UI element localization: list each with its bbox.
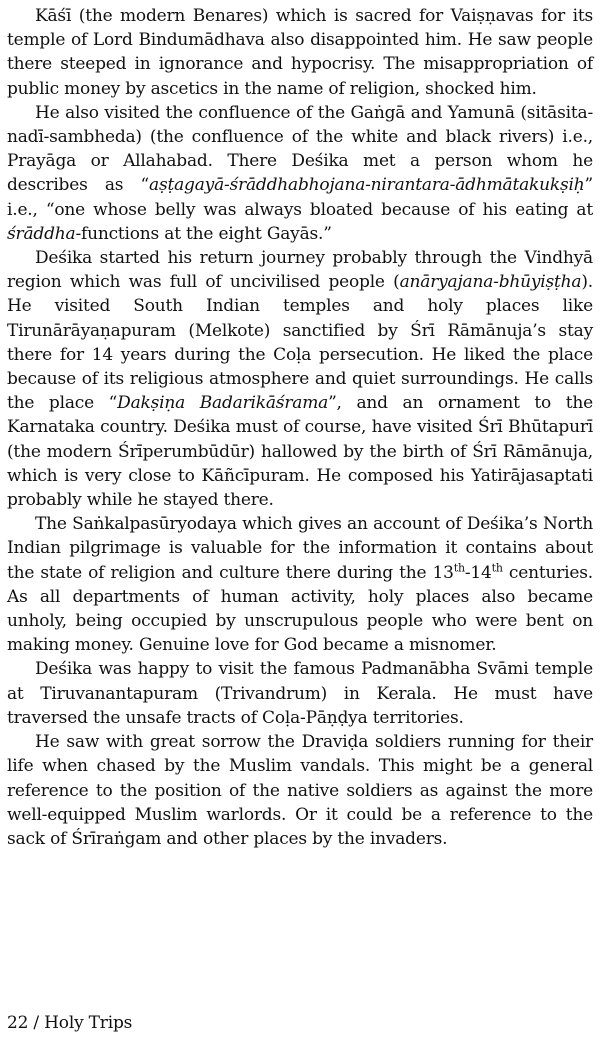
text-run: ”, and an ornament to the Karnataka country. Deśika must of course, have visited Śrī Bhūtapurī (the modern Śrīperumbūdūr) hallowed by the birth of Śrī Rāmānuja, which is very close to Kāñcīpuram. He composed his Yatirājasaptati probably while he stayed there. bbox=[7, 393, 593, 511]
text-run: He saw with great sorrow the Draviḍa soldiers running for their life when chased by the Muslim vandals. This might be a general reference to the position of the native soldiers as against the more well-equipped Muslim warlords. Or it could be a reference to the sack of Śrīraṅgam and other places by the invaders. bbox=[7, 732, 593, 849]
text-run: Deśika started his return journey probably through the Vindhyā region which was full of uncivilised people ( bbox=[7, 248, 593, 293]
paragraph bbox=[7, 730, 593, 851]
text-run: ). He visited South Indian temples and holy places like Tirunārāyaṇapuram (Melkote) sanctified by Śrī Rāmānuja’s stay there for 14 years during the Coḷa persecution. He liked the place because of its religious atmosphere and quiet surroundings. He calls the place “ bbox=[7, 272, 593, 414]
italic-text: Dakṣiṇa Badarikāśrama bbox=[117, 393, 329, 414]
paragraph bbox=[7, 4, 593, 101]
paragraph bbox=[7, 657, 593, 730]
text-run: centuries. As all departments of human activity, holy places also became unholy, being occupied by unscrupulous people who were bent on making money. Genuine love for God became a misnomer. bbox=[7, 562, 593, 656]
paragraph bbox=[7, 101, 593, 246]
italic-text: anāryajana-bhūyiṣṭha bbox=[399, 272, 582, 293]
italic-text: aṣṭagayā-śrāddhabhojana-nirantara-ādhmātakukṣiḥ bbox=[149, 175, 585, 196]
superscript-text: th bbox=[491, 561, 503, 575]
body-text bbox=[7, 4, 593, 851]
text-run: Kāśī (the modern Benares) which is sacred for Vaiṣṇavas for its temple of Lord Bindumādhava also disappointed him. He saw people there steeped in ignorance and hypocrisy. The misappropriation of public money by ascetics in the name of religion, shocked him. bbox=[7, 6, 593, 99]
paragraph bbox=[7, 512, 593, 657]
text-run: -functions at the eight Gayās.” bbox=[75, 223, 332, 244]
running-footer: 22 / Holy Trips bbox=[7, 1013, 133, 1033]
text-run: Deśika was happy to visit the famous Padmanābha Svāmi temple at Tiruvanantapuram (Trivandrum) in Kerala. He must have traversed the unsafe tracts of Coḷa-Pāṇḍya territories. bbox=[7, 659, 593, 728]
paragraph bbox=[7, 246, 593, 512]
text-run: -14 bbox=[464, 562, 492, 583]
text-run: He also visited the confluence of the Gaṅgā and Yamunā (sitāsita-nadī-sambheda) (the confluence of the white and black rivers) i.e., Prayāga or Allahabad. There Deśika met a person whom he describes as “ bbox=[7, 102, 593, 196]
text-run: The Saṅkalpasūryodaya which gives an account of Deśika’s North Indian pilgrimage is valuable for the information it contains about the state of religion and culture there during the 13 bbox=[7, 514, 593, 583]
superscript-text: th bbox=[453, 561, 465, 575]
italic-text: śrāddha bbox=[7, 223, 76, 244]
text-run: ” i.e., “one whose belly was always bloated because of his eating at bbox=[7, 175, 593, 220]
